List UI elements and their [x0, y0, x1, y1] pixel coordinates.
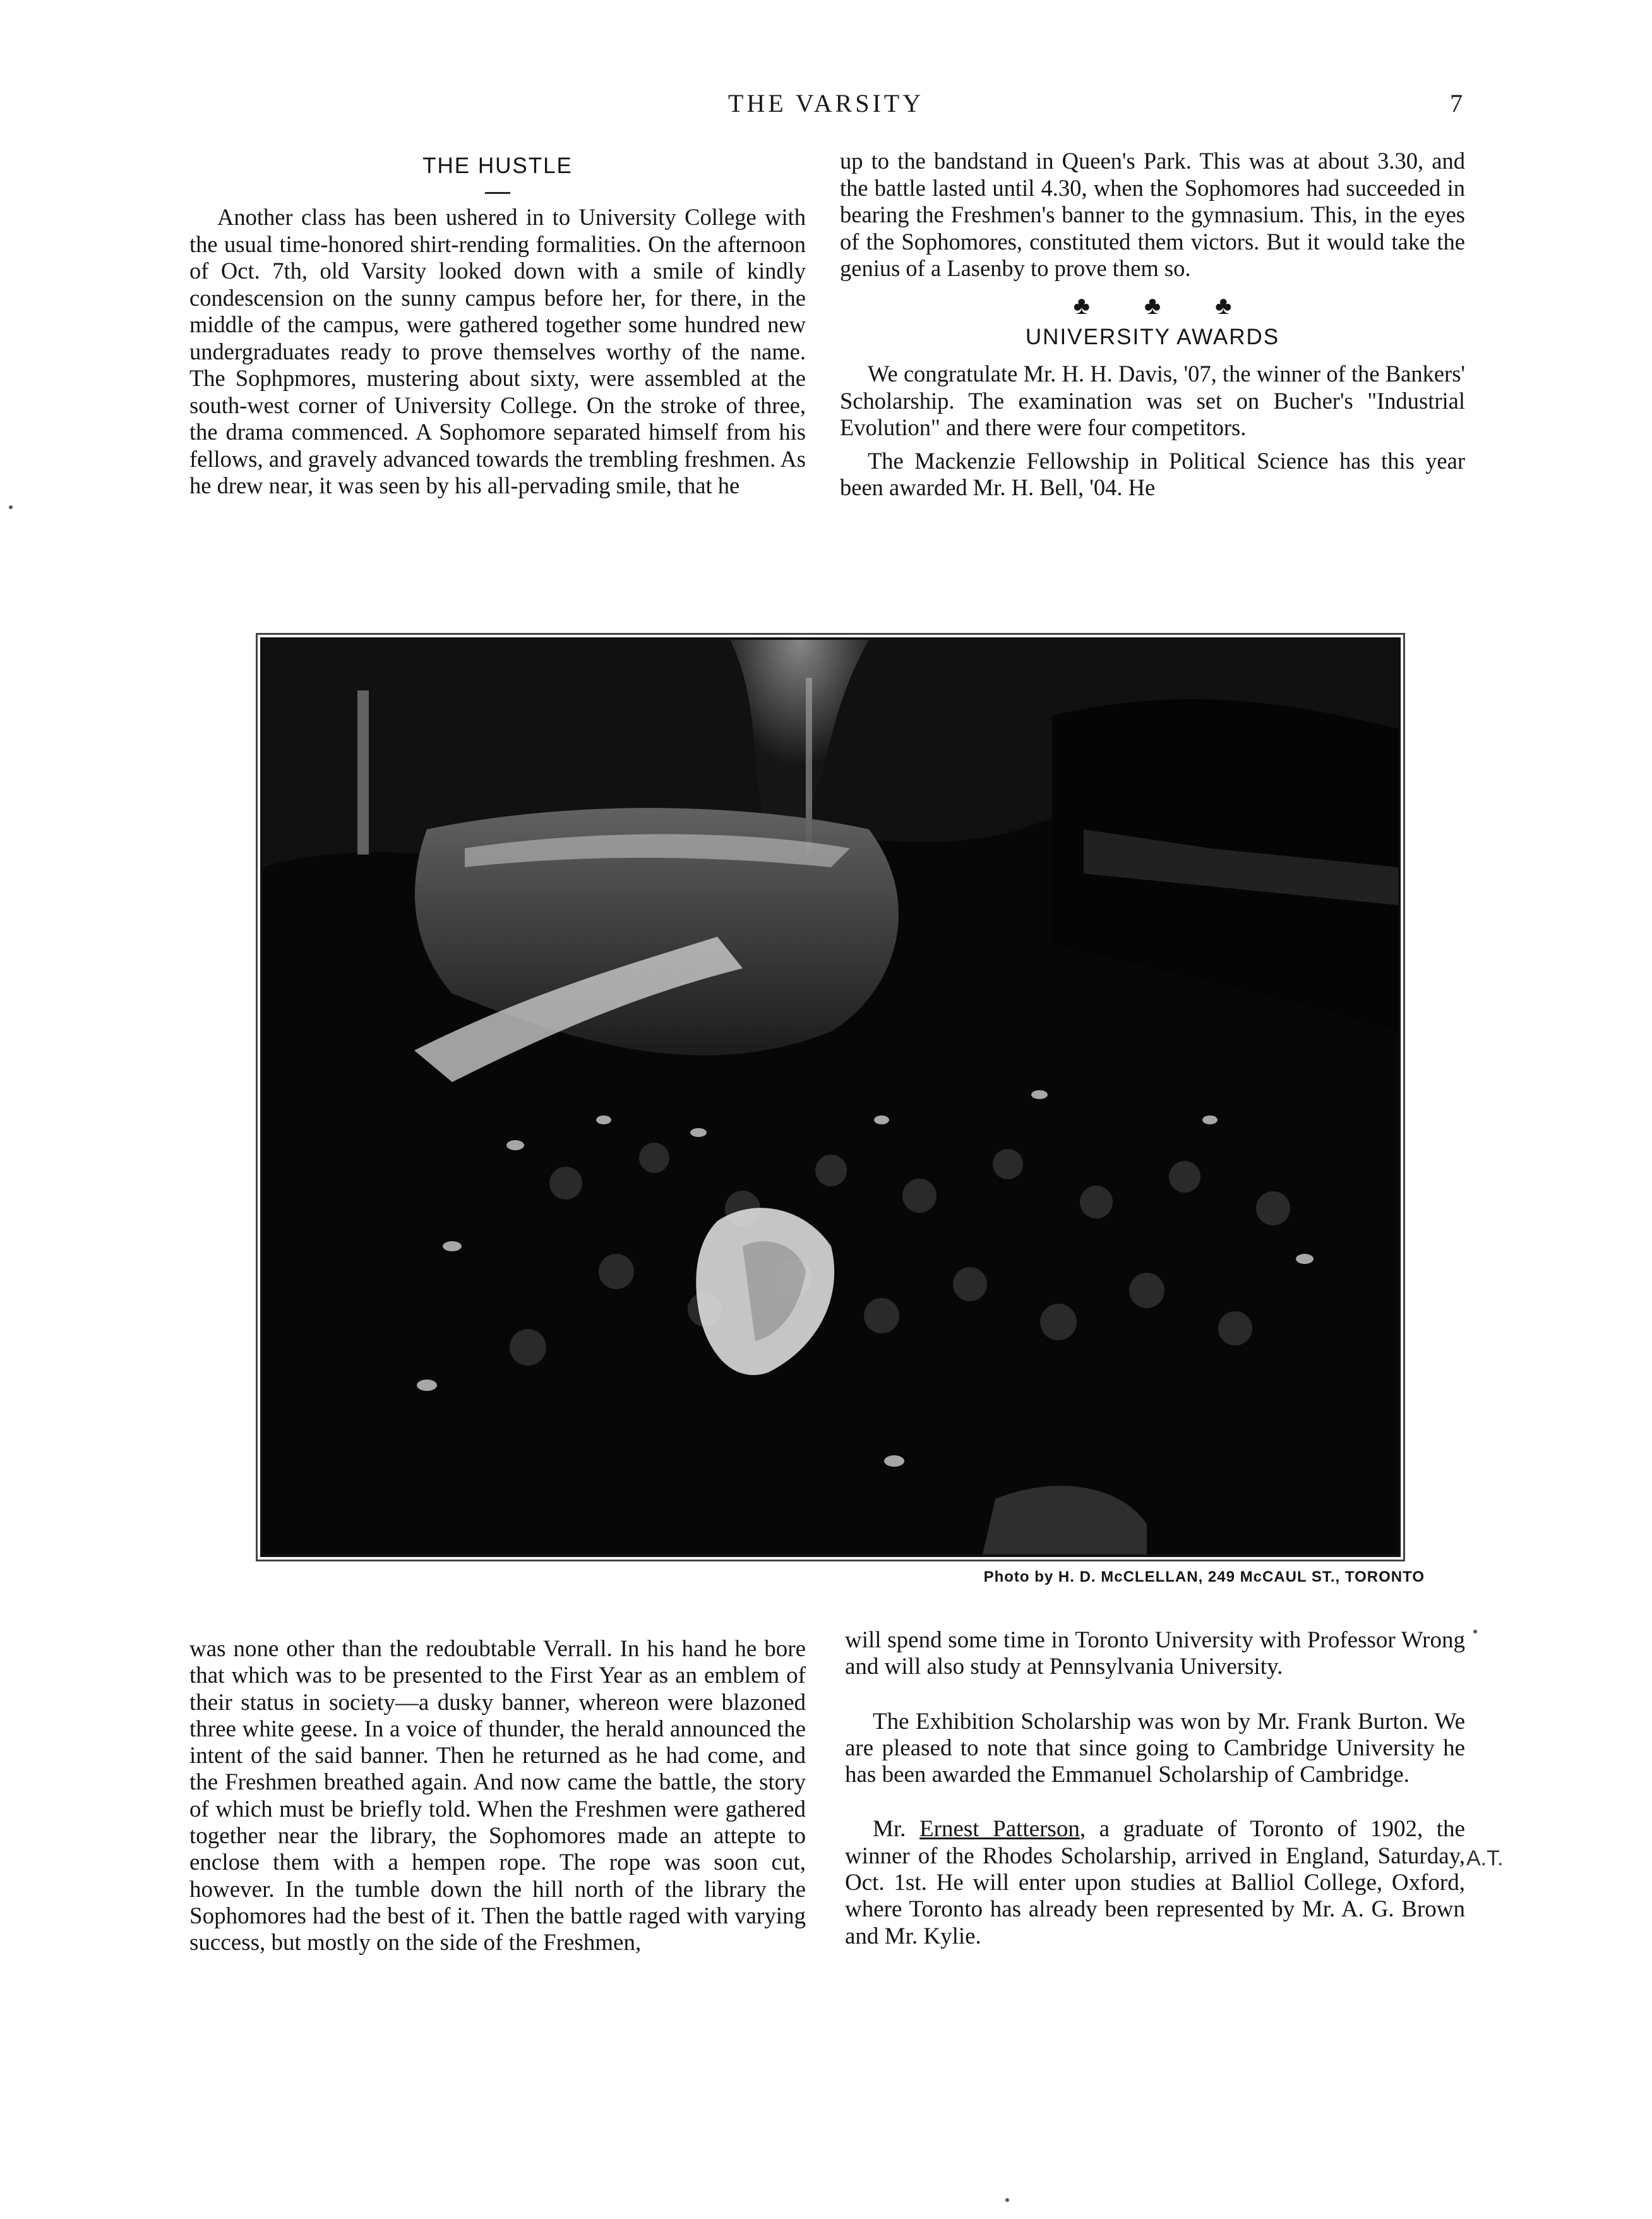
awards-title: UNIVERSITY AWARDS	[1025, 325, 1280, 349]
right-column-top	[840, 148, 1465, 502]
club-ornament: ♣ ♣ ♣	[1073, 291, 1256, 320]
patterson-name: Ernest Patterson	[919, 1816, 1080, 1843]
scan-speck	[1005, 2198, 1009, 2202]
running-head: THE VARSITY	[727, 89, 925, 117]
awards-paragraph-mackenzie: The Mackenzie Fellowship in Political Science has this year been awarded Mr. H. Bell, '04. He	[840, 447, 1465, 500]
hustle-photograph	[260, 637, 1401, 1557]
patterson-text: , a graduate of Toronto of 1902, the winner of the Rhodes Scholarship, arrived in England, Saturday, Oct. 1st. He will enter upon studies at Balliol College, Oxford, where Toronto has already been represented by Mr. A. G. Brown and Mr. Kylie.	[845, 1816, 1465, 1949]
awards-paragraph-davis: We congratulate Mr. H. H. Davis, '07, the winner of the Bankers' Scholarship. The examination was set on Bucher's "Industrial Evolution" and there were four competitors.	[840, 361, 1465, 440]
title-dash	[485, 192, 510, 194]
page-number: 7	[1450, 89, 1463, 117]
scan-speck	[9, 505, 13, 509]
patterson-prefix: Mr.	[873, 1816, 920, 1843]
hustle-title: THE HUSTLE	[422, 153, 573, 178]
hustle-article-bottom	[189, 1636, 806, 1957]
hustle-continuation: up to the bandstand in Queen's Park. This was at about 3.30, and the battle lasted until 4.30, when the Sophomores had succeeded in bearing the Freshmen's banner to the gymnasium. This, in the eyes of the Sophomores, constituted them victors. But it would take the genius of a Lasenby to prove them so.	[840, 148, 1465, 281]
scan-speck	[1473, 1630, 1477, 1633]
margin-handwritten-note: A.T.	[1466, 1846, 1504, 1870]
awards-mackenzie-continued: will spend some time in Toronto University with Professor Wrong and will also study at Pennsylvania University.	[845, 1627, 1465, 1680]
hustle-article-top	[189, 152, 806, 500]
hustle-paragraph-bottom: was none other than the redoubtable Verrall. In his hand he bore that which was to be presented to the First Year as an emblem of their status in society—a dusky banner, whereon were blazoned three white geese. In a voice of thunder, the herald announced the intent of the said banner. Then he returned as he had come, and the Freshmen breathed again. And now came the battle, the story of which must be briefly told. When the Freshmen were gathered together near the library, the Sophomores made an attepte to enclose them with a hempen rope. The rope was soon cut, however. In the tumble down the hill north of the library the Sophomores had the best of it. Then the battle raged with varying success, but mostly on the side of the Freshmen,	[189, 1636, 806, 1956]
photo-credit: Photo by H. D. McCLELLAN, 249 McCAUL ST., TORONTO	[983, 1568, 1425, 1585]
awards-paragraph-patterson	[845, 1816, 1465, 1949]
awards-paragraph-exhibition: The Exhibition Scholarship was won by Mr. Frank Burton. We are pleased to note that since going to Cambridge University he has been awarded the Emmanuel Scholarship of Cambridge.	[845, 1708, 1465, 1788]
hustle-paragraph-top: Another class has been ushered in to University College with the usual time-honored shirt-rending formalities. On the afternoon of Oct. 7th, old Varsity looked down with a smile of kindly condescension on the sunny campus before her, for there, in the middle of the campus, were gathered together some hundred new undergraduates ready to prove themselves worthy of the name. The Sophpmores, mustering about sixty, were assembled at the south-west corner of University College. On the stroke of three, the drama commenced. A Sophomore separated himself from his fellows, and gravely advanced towards the trembling freshmen. As he drew near, it was seen by his all-pervading smile, that he	[189, 204, 806, 498]
right-column-bottom	[845, 1627, 1465, 1950]
crowd-photo-image	[263, 640, 1398, 1555]
